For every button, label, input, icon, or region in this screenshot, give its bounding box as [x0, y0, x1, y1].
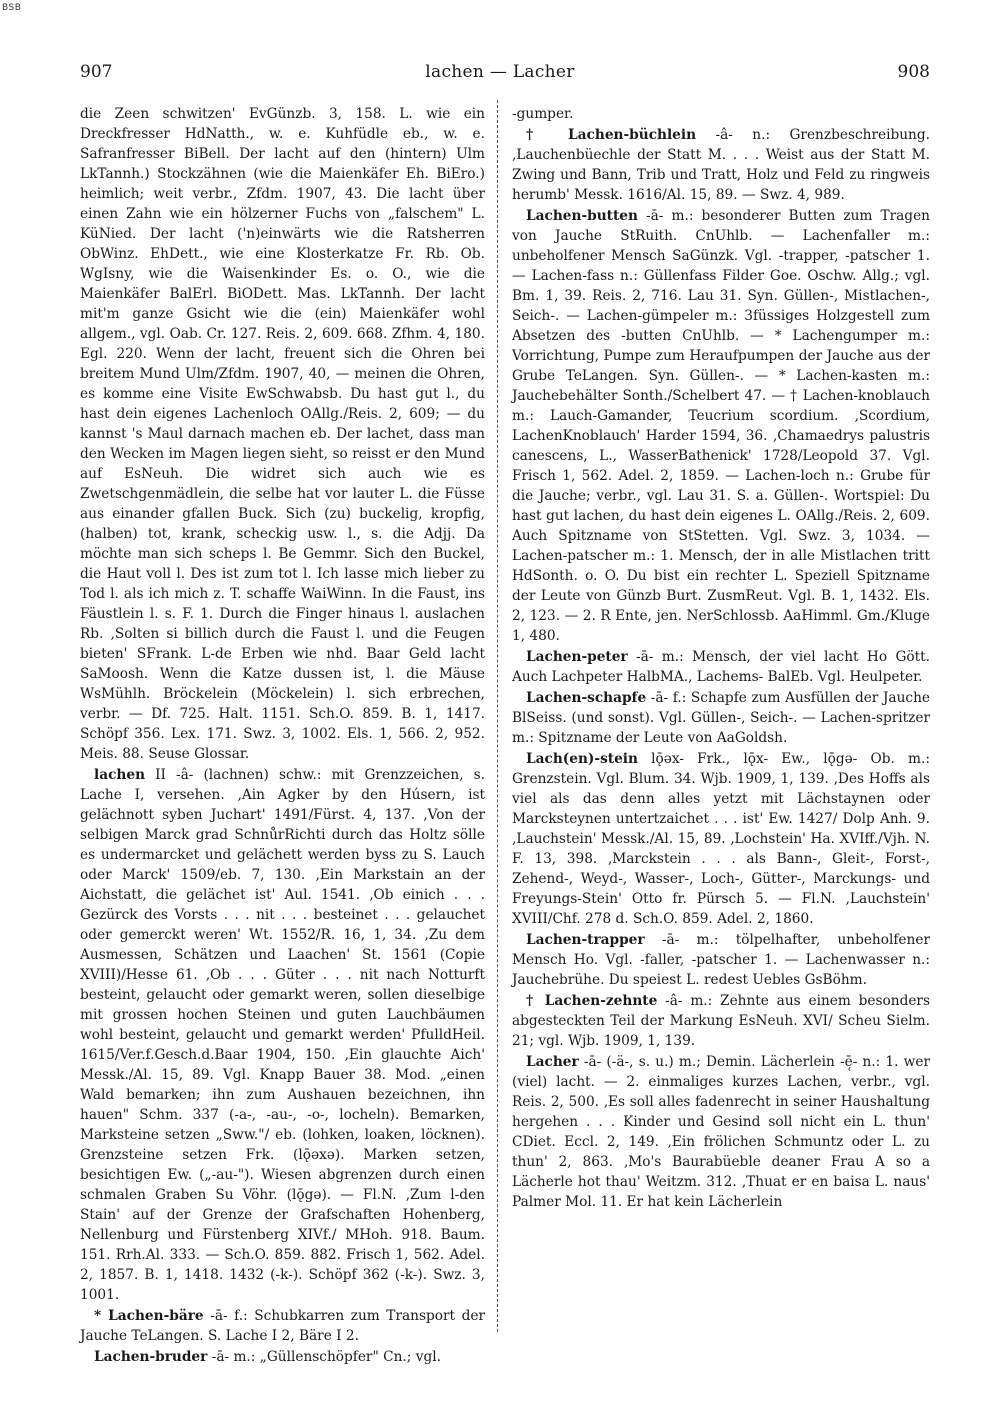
- entry-continuation: [80, 104, 485, 764]
- entry-text: -gumper.: [512, 106, 574, 122]
- entry-headword: Lacher: [526, 1054, 579, 1070]
- entry-headword: Lachen-peter: [526, 649, 628, 665]
- running-title: lachen — Lacher: [425, 62, 575, 82]
- entry-text: -ā- m.: Mensch, der viel lacht Ho Gött. Auch Lachpeter HalbMA., Lachems- BalEb. Vgl. Heulpeter.: [512, 649, 930, 685]
- entry-text: -ā- f.: Schubkarren zum Transport der Jauche TeLangen. S. Lache I 2, Bäre I 2.: [80, 1308, 485, 1344]
- library-stamp: BSB: [2, 3, 22, 13]
- dictionary-entry: [512, 991, 930, 1051]
- entry-text: II -â- (lachnen) schw.: mit Grenzzeichen, s. Lache I, versehen. ‚Ain Agker by den Húsern, ist gelächnott syben Juchart' 1491/Fürst. 4, 137. ‚Von der selbigen Marck grad SchnůrRichti durch das Holtz sölle es undermarcket und gelächett werden byss zu S. Lauch oder Marck' 1509/eb. 7, 130. ‚Ein Markstain an der Aichstatt, die gelächet ist' Aul. 1541. ‚Ob einich . . . Gezürck des Vorsts . . . nit . . . besteinet . . . gelauchet oder gemerckt weren' Wt. 1552/R. 16, 1, 34. ‚Zu dem Ausmessen, Schätzen und Laachen' St. 1561 (Copie XVIII)/Hesse 61. ‚Ob . . . Güter . . . nit nach Notturft besteint, gelaucht oder gemarkt weren, sollen dieselbige mit grossen hochen Steinen und guten Lauchbäumen wohl besteint, gelaucht und gemarkt werden' PfulldHeil. 1615/Ver.f.Gesch.d.Baar 1904, 150. ‚Ein glauchte Aich' Messk./Al. 15, 89. Vgl. Knapp Bauer 38. Mod. „einen Wald bemarken; ihn zum Aushauen bezeichnen, ihn hauen" Schm. 337 (-a-, -au-, -o-, locheln). Bemarken, Marksteine setzen „Sww."/ eb. (lohken, loaken, löcknen). Grenzsteine setzen Frk. (lǭəxə). Marken setzen, besichtigen Ew. („-au-"). Wiesen abgrenzen durch einen schmalen Graben Su Vöhr. (lǭgə). — Fl.N. ‚Zum l-den Stain' auf der Grenze der Grafschaften Hohenberg, Nellenburg und Fürstenberg XIVf./ MHoh. 918. Baum. 151. Rrh.Al. 333. — Sch.O. 859. 882. Frisch 1, 562. Adel. 2, 1857. B. 1, 1418. 1432 (-k-). Schöpf 362 (-k-). Swz. 3, 1001.: [80, 767, 485, 1303]
- dictionary-entry: [80, 765, 485, 1305]
- entry-text: -â- m.: Zehnte aus einem besonders abgesteckten Teil der Markung EsNeuh. XVI/ Scheu Sielm. 21; vgl. Wjb. 1909, 1, 139.: [512, 993, 930, 1049]
- entry-text: -ā- m.: besonderer Butten zum Tragen von Jauche StRuith. CnUhlb. — Lachenfaller m.: unbeholfener Mensch SaGünzk. Vgl. -trapper, -patscher 1. — Lachen-fass n.: Güllenfass Filder Goe. Oschw. Allg.; vgl. Bm. 1, 39. Reis. 2, 716. Lau 31. Syn. Güllen-, Mistlachen-, Seich-. — Lachen-gümpeler m.: 3füssiges Holzgestell zum Absetzen des -butten CnUhlb. — * Lachengumper m.: Vorrichtung, Pumpe zum Heraufpumpen der Jauche aus der Grube TeLangen. Syn. Güllen-. — * Lachen-kasten m.: Jauchebehälter Sonth./Schelbert 47. — † Lachen-knoblauch m.: Lauch-Gamander, Teucrium scordium. ‚Scordium, LachenKnoblauch' Harder 1594, 36. ‚Chamaedrys palustris canescens, L., WasserBathenick' 1728/Leopold 37. Vgl. Frisch 1, 562. Adel. 2, 1859. — Lachen-loch n.: Grube für die Jauche; verbr., vgl. Lau 31. S. a. Güllen-. Wortspiel: Du hast gut lachen, du hast dein eigenes L. OAllg./Reis. 2, 609. Auch Spitzname von StStetten. Vgl. Swz. 3, 1034. — Lachen-patscher m.: 1. Mensch, der in alle Mistlachen tritt HdSonth. o. O. Du bist ein rechter L. Speziell Spitzname der Leute von Günzb Burt. ZusmReut. Vgl. B. 1, 1432. Els. 2, 123. — 2. R Ente, jen. NerSchlossb. AaHimml. Gm./Kluge 1, 480.: [512, 208, 930, 644]
- entry-headword: † Lachen-zehnte: [526, 993, 658, 1009]
- dictionary-entry: [80, 1347, 485, 1367]
- page-number-left: 907: [80, 62, 113, 82]
- left-column: [80, 104, 485, 1368]
- page-number-right: 908: [897, 62, 930, 82]
- entry-headword: Lachen-schapfe: [526, 690, 647, 706]
- column-divider: [497, 100, 498, 1332]
- entry-continuation: [512, 104, 930, 124]
- entry-text: -â- n.: Grenzbeschreibung. ‚Lauchenbüechle der Statt M. . . . Weist aus der Statt M. Zwing und Bann, Trib und Tratt, Holz und Feld zu ringweis herumb' Messk. 1616/Al. 15, 89. — Swz. 4, 989.: [512, 127, 930, 203]
- dictionary-entry: [512, 125, 930, 205]
- right-column: [512, 104, 930, 1213]
- dictionary-entry: [512, 930, 930, 990]
- dictionary-entry: [80, 1306, 485, 1346]
- entry-headword: lachen: [94, 767, 146, 783]
- dictionary-entry: [512, 749, 930, 929]
- entry-headword: Lachen-bruder: [94, 1349, 208, 1365]
- entry-headword: Lachen-butten: [526, 208, 638, 224]
- entry-text: -ā- (-ä-, s. u.) m.; Demin. Lächerlein -ē̜- n.: 1. wer (viel) lacht. — 2. einmaliges kurzes Lachen, verbr., vgl. Reis. 2, 500. ‚Es soll alles fadenrecht in seiner Haushaltung hergehen . . . Kinder und Gesind soll nicht ein L. thun' CDiet. Eccl. 2, 149. ‚Ein frölichen Schmuntz oder L. zu thun' 2, 863. ‚Mo's Baurabüeble deaner Frau A so a Lächerle hot thau' Weitzm. 312. ‚Thuat er en baisa L. naus' Palmer Mol. 11. Er hat kein Lächerlein: [512, 1054, 930, 1210]
- dictionary-entry: [512, 206, 930, 646]
- entry-text: -ā- m.: „Güllenschöpfer" Cn.; vgl.: [207, 1349, 441, 1365]
- entry-text: lǭəx- Frk., lǭx- Ew., lǭgə- Ob. m.: Grenzstein. Vgl. Blum. 34. Wjb. 1909, 1, 139. ‚Des Hoffs als viel als das denn alles yetzt mit Lächstaynen oder Marcksteynen untertzaichet . . . ist' Ew. 1427/ Dolp Anh. 9. ‚Lauchstein' Messk./Al. 15, 89. ‚Lochstein' Ha. XVIff./Vjh. N. F. 13, 398. ‚Marckstein . . . als Bann-, Gleit-, Forst-, Zehend-, Weyd-, Wasser-, Loch-, Gütter-, Marckungs- und Freyungs-Stein' Otto fr. Pürsch 5. — Fl.N. ‚Lauchstein' XVIII/Chf. 278 d. Sch.O. 859. Adel. 2, 1860.: [512, 751, 930, 927]
- entry-headword: † Lachen-büchlein: [526, 127, 697, 143]
- dictionary-entry: [512, 1052, 930, 1212]
- entry-headword: Lachen-trapper: [526, 932, 645, 948]
- entry-headword: * Lachen-bäre: [94, 1308, 204, 1324]
- entry-text: -ā- m.: tölpelhafter, unbeholfener Mensch Ho. Vgl. -faller, -patscher 1. — Lachenwasser n.: Jauchebrühe. Du speiest L. redest Uebles GsBöhm.: [512, 932, 930, 988]
- dictionary-entry: [512, 647, 930, 687]
- entry-headword: Lach(en)-stein: [526, 751, 638, 767]
- dictionary-entry: [512, 688, 930, 748]
- entry-text: die Zeen schwitzen' EvGünzb. 3, 158. L. wie ein Dreckfresser HdNatth., w. e. Kuhfüdle eb., w. e. Safranfresser BiBell. Der lacht auf den (hintern) Ulm LkTannh.) Stockzähnen (wie die Maienkäfer Eh. BiEro.) heimlich; weit verbr., Zfdm. 1907, 43. Die lacht über einen Zahn wie ein hölzerner Fuchs von „falschem" L. KüNied. Der lacht ('n)einwärts wie die Ratsherren ObWinz. EhDett., wie eine Klosterkatze Fr. Rb. Ob. WgIsny, wie die Waisenkinder Es. o. O., wie die Maienkäfer BalErl. BiODett. Mas. LkTannh. Der lacht mit'm ganze Gsicht wie die (ein) Maienkäfer wohl allgem., vgl. Oab. Cr. 127. Reis. 2, 609. 668. Zfhm. 4, 180. Egl. 220. Wenn der lacht, freuent sich die Ohren bei breitem Mund Ulm/Zfdm. 1907, 40, — meinen die Ohren, es komme eine Visite EwSchwabsb. Du hast gut l., du hast dein eigenes Lachenloch OAllg./Reis. 2, 609; — du kannst 's Maul darnach machen eb. Der lachet, dass man den Wecken im Magen liegen sieht, so reisst er den Mund auf EsNeuh. Die widret sich auch wie es Zwetschgenmädlein, die selbe hat vor lauter L. die Füsse aus einander gfallen Buck. Sich (zu) buckelig, kropfig, (halben) tot, krank, scheckig usw. l., s. die Adjj. Da möchte man sich scheps l. Be Gemmr. Sich den Buckel, die Haut voll l. Des ist zum tot l. Ich lasse mich lieber zu Tod l. als ich mich z. T. schaffe WaiWinn. In die Faust, ins Fäustlein l. s. F. 1. Durch die Finger hinaus l. auslachen Rb. ‚Solten si billich durch die Faust l. und die Feugen bieten' SFrank. L-de Erben wie nhd. Baar Geld lacht SaMoosh. Wenn die Katze dussen ist, l. die Mäuse WsMühlh. Bröckelein (Möckelein) l. sich erbrechen, verbr. — Df. 725. Halt. 1151. Sch.O. 859. B. 1, 1417. Schöpf 356. Lex. 171. Swz. 3, 1002. Els. 1, 566. 2, 952. Meis. 88. Seuse Glossar.: [80, 106, 485, 762]
- entry-text: -ā- f.: Schapfe zum Ausfüllen der Jauche BlSeiss. (und sonst). Vgl. Güllen-, Seich-. — Lachen-spritzer m.: Spitzname der Leute von AaGoldsh.: [512, 690, 930, 746]
